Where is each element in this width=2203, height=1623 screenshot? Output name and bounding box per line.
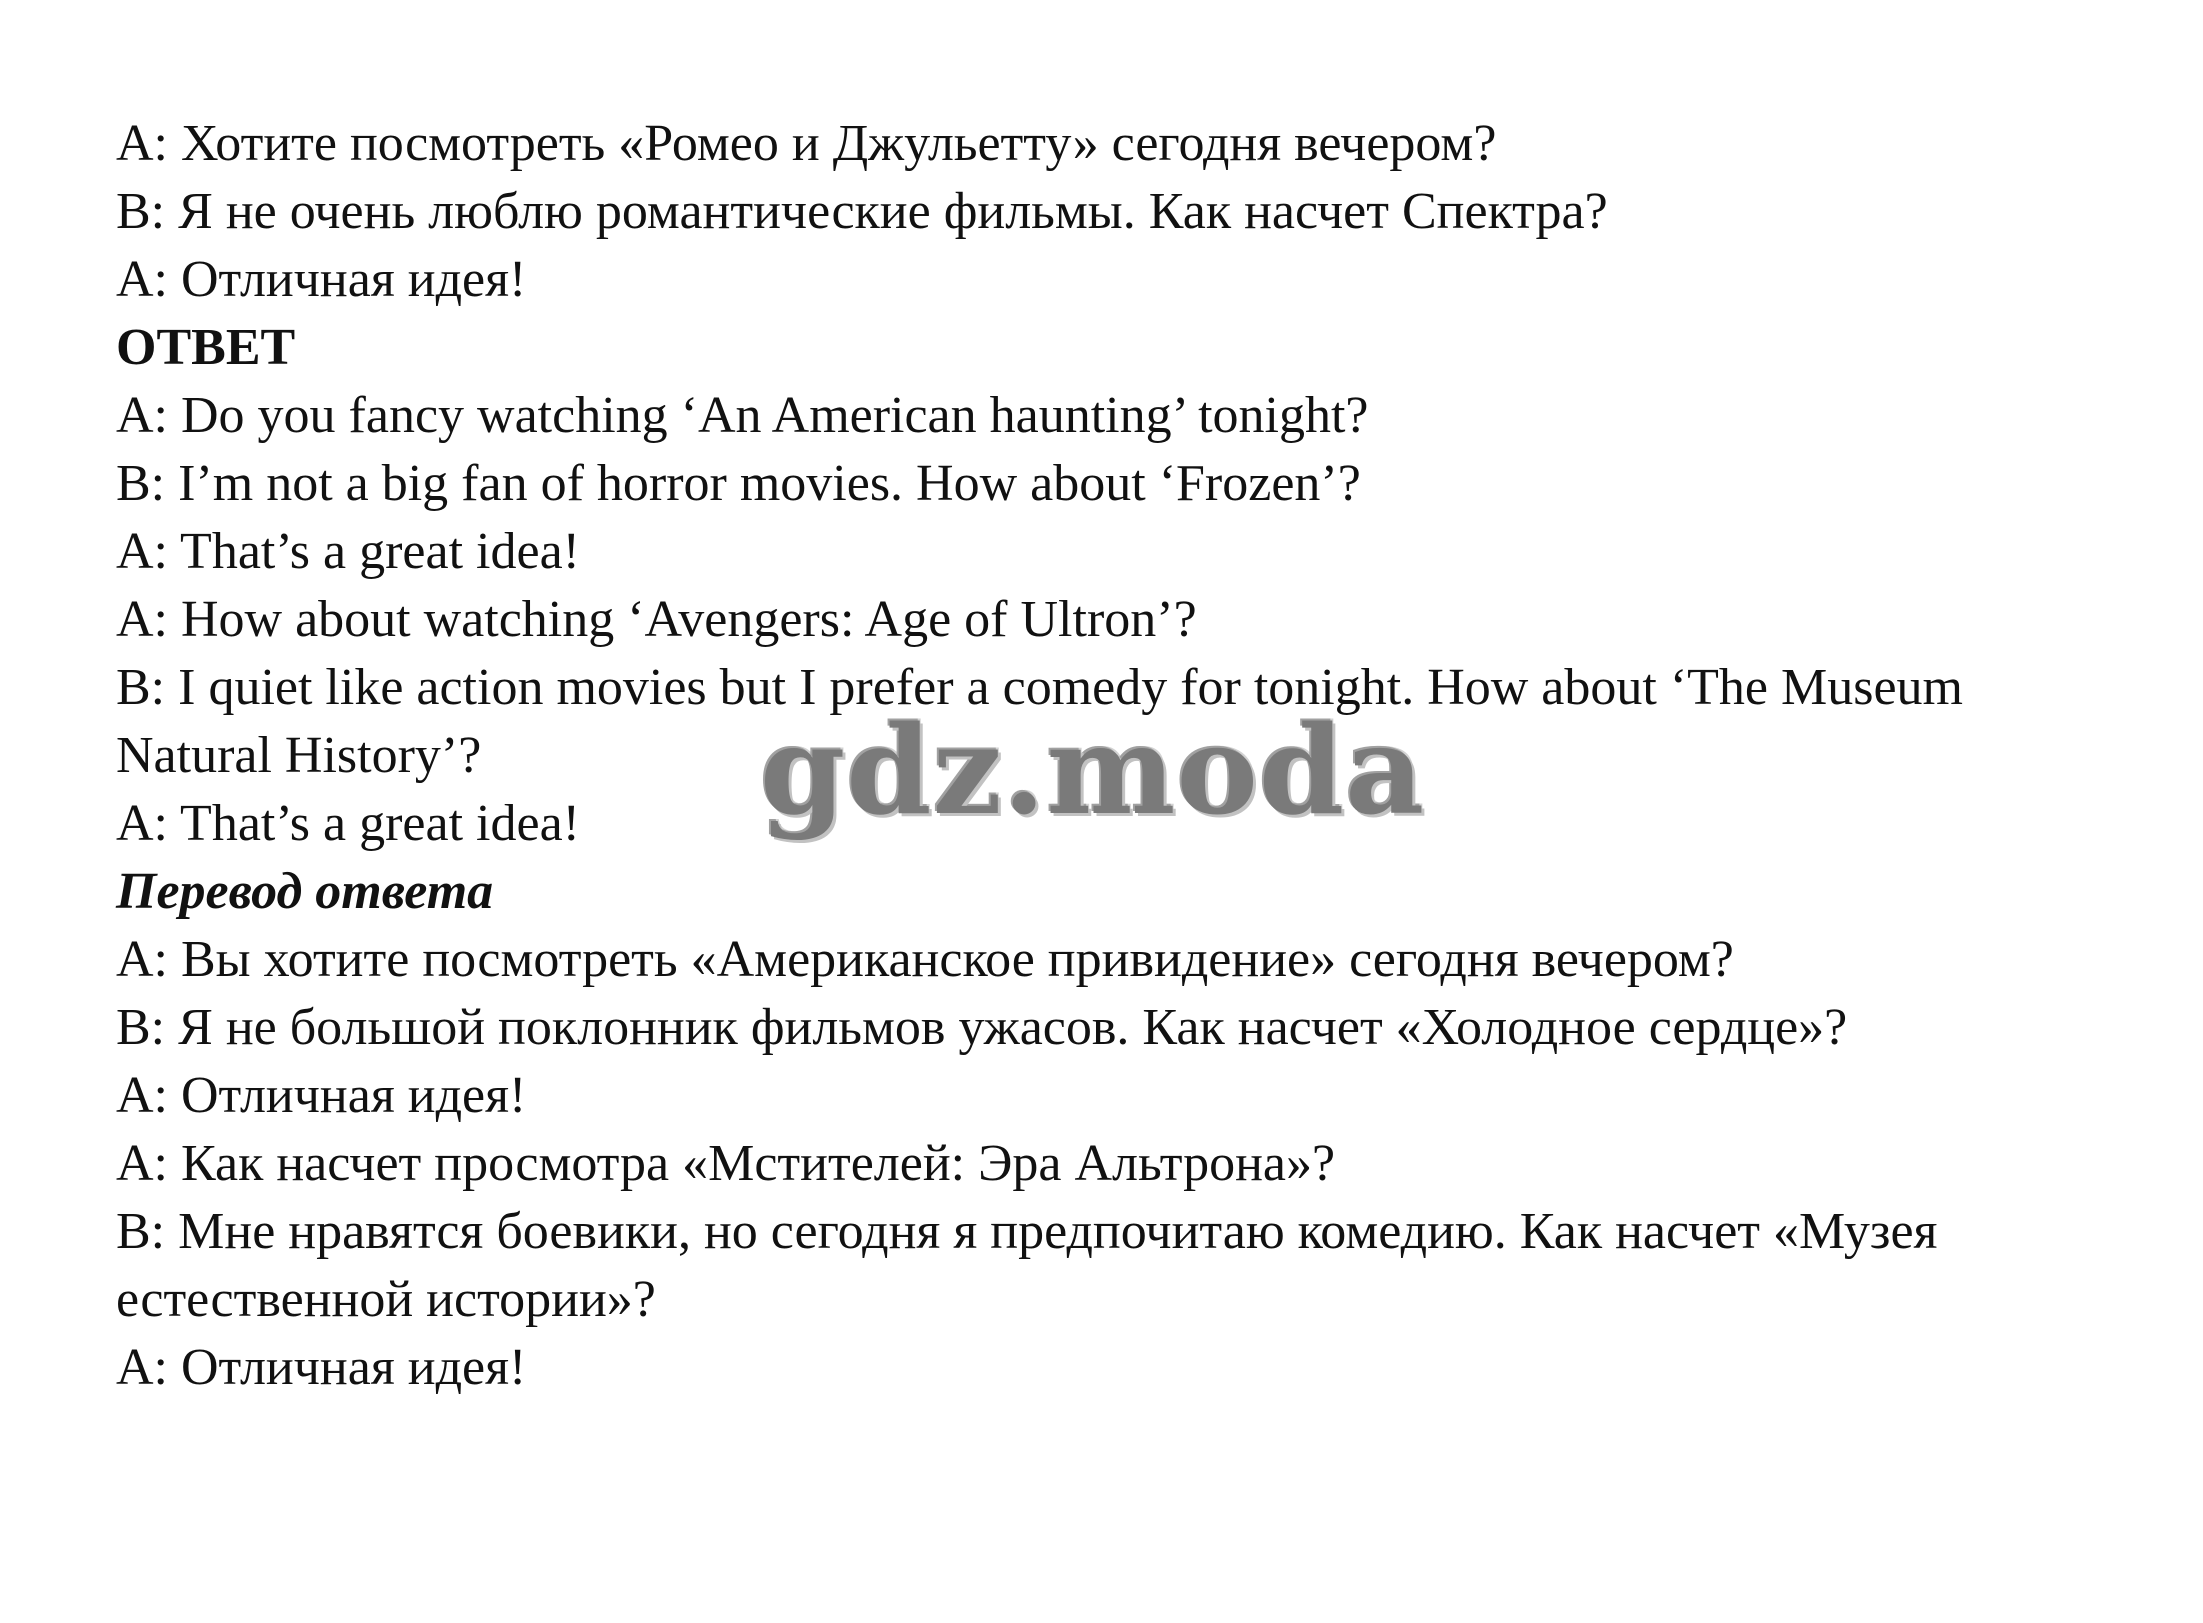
translation-line-3: A: Отличная идея!	[116, 1067, 527, 1124]
answer-line-1: A: Do you fancy watching ‘An American haunting’ tonight?	[116, 387, 1369, 444]
translation-line-5: B: Мне нравятся боевики, но сегодня я предпочитаю комедию. Как насчет «Музея естественной истории»?	[116, 1203, 1938, 1328]
task-line-3: A: Отличная идея!	[116, 251, 527, 308]
translation-heading: Перевод ответа	[116, 863, 494, 920]
watermark-logo: gdz.moda	[760, 698, 1426, 842]
translation-line-4: A: Как насчет просмотра «Мстителей: Эра Альтрона»?	[116, 1135, 1336, 1192]
answer-line-4: A: How about watching ‘Avengers: Age of Ultron’?	[116, 591, 1197, 648]
translation-line-6: A: Отличная идея!	[116, 1339, 527, 1396]
answer-heading: ОТВЕТ	[116, 319, 296, 376]
answer-line-5: B: I quiet like action movies but I prefer a comedy for tonight. How about ‘The Museum Natural History’?	[116, 659, 1963, 784]
answer-line-2: B: I’m not a big fan of horror movies. How about ‘Frozen’?	[116, 455, 1361, 512]
task-line-2: B: Я не очень люблю романтические фильмы. Как насчет Спектра?	[116, 183, 1608, 240]
translation-line-1: A: Вы хотите посмотреть «Американское привидение» сегодня вечером?	[116, 931, 1734, 988]
answer-line-3: A: That’s a great idea!	[116, 523, 580, 580]
translation-line-2: B: Я не большой поклонник фильмов ужасов. Как насчет «Холодное сердце»?	[116, 999, 1848, 1056]
task-line-1: A: Хотите посмотреть «Ромео и Джульетту» сегодня вечером?	[116, 115, 1497, 172]
answer-line-6: A: That’s a great idea!	[116, 795, 580, 852]
